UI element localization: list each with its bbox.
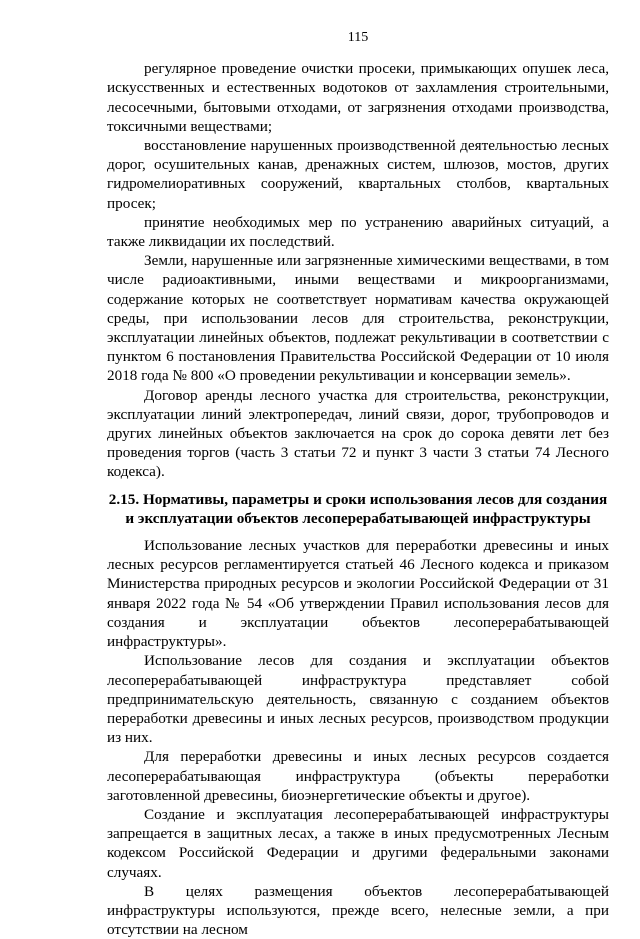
paragraph: Договор аренды лесного участка для строительства, реконструкции, эксплуатации линий электропередач, линий связи, дорог, трубопроводов и других линейных объектов заключается на срок до сорока девяти лет без проведения торгов (часть 3 статьи 72 и пункт 3 части 3 статьи 74 Лесного кодекса).: [107, 386, 609, 481]
paragraph: Земли, нарушенные или загрязненные химическими веществами, в том числе радиоактивными, иными веществами и микроорганизмами, содержание которых не соответствует нормативам качества окружающей среды, при использовании лесов для строительства, реконструкции, эксплуатации линейных объектов, подлежат рекультивации в соответствии с пунктом 6 постановления Правительства Российской Федерации от 10 июля 2018 года № 800 «О проведении рекультивации и консервации земель».: [107, 252, 609, 385]
paragraph: Использование лесов для создания и эксплуатации объектов лесоперерабатывающей инфраструктура представляет собой предпринимательскую деятельность, связанную с созданием объектов переработки древесины и иных лесных ресурсов, производством продукции из них.: [107, 652, 609, 747]
paragraph: Создание и эксплуатация лесоперерабатывающей инфраструктуры запрещается в защитных лесах, а также в иных предусмотренных Лесным кодексом Российской Федерации и другими федеральными законами случаях.: [107, 805, 609, 881]
page-number: 115: [347, 30, 369, 45]
section-heading: 2.15. Нормативы, параметры и сроки использования лесов для создания и эксплуатации объектов лесоперерабатывающей инфраструктуры: [108, 490, 608, 527]
paragraph: восстановление нарушенных производственной деятельностью лесных дорог, осушительных канав, дренажных систем, шлюзов, мостов, других гидромелиоративных сооружений, квартальных столбов, квартальных просек;: [107, 137, 609, 212]
paragraph: Для переработки древесины и иных лесных ресурсов создается лесоперерабатывающая инфраструктура (объекты переработки заготовленной древесины, биоэнергетические объекты и другое).: [107, 748, 609, 804]
paragraph: регулярное проведение очистки просеки, примыкающих опушек леса, искусственных и естественных водотоков от захламления строительными, лесосечными, бытовыми отходами, от загрязнения отходами производства, токсичными веществами;: [107, 60, 609, 135]
paragraph: В целях размещения объектов лесоперерабатывающей инфраструктуры используются, прежде всего, нелесные земли, а при отсутствии на лесном: [107, 882, 609, 939]
paragraph: принятие необходимых мер по устранению аварийных ситуаций, а также ликвидации их последствий.: [107, 213, 609, 251]
paragraph: Использование лесных участков для переработки древесины и иных лесных ресурсов регламентируется статьей 46 Лесного кодекса и приказом Министерства природных ресурсов и экологии Российской Федерации от 31 января 2022 года № 54 «Об утверждении Правил использования лесов для создания и эксплуатации объектов лесоперерабатывающей инфраструктуры».: [107, 537, 609, 651]
document-page: [107, 28, 609, 939]
